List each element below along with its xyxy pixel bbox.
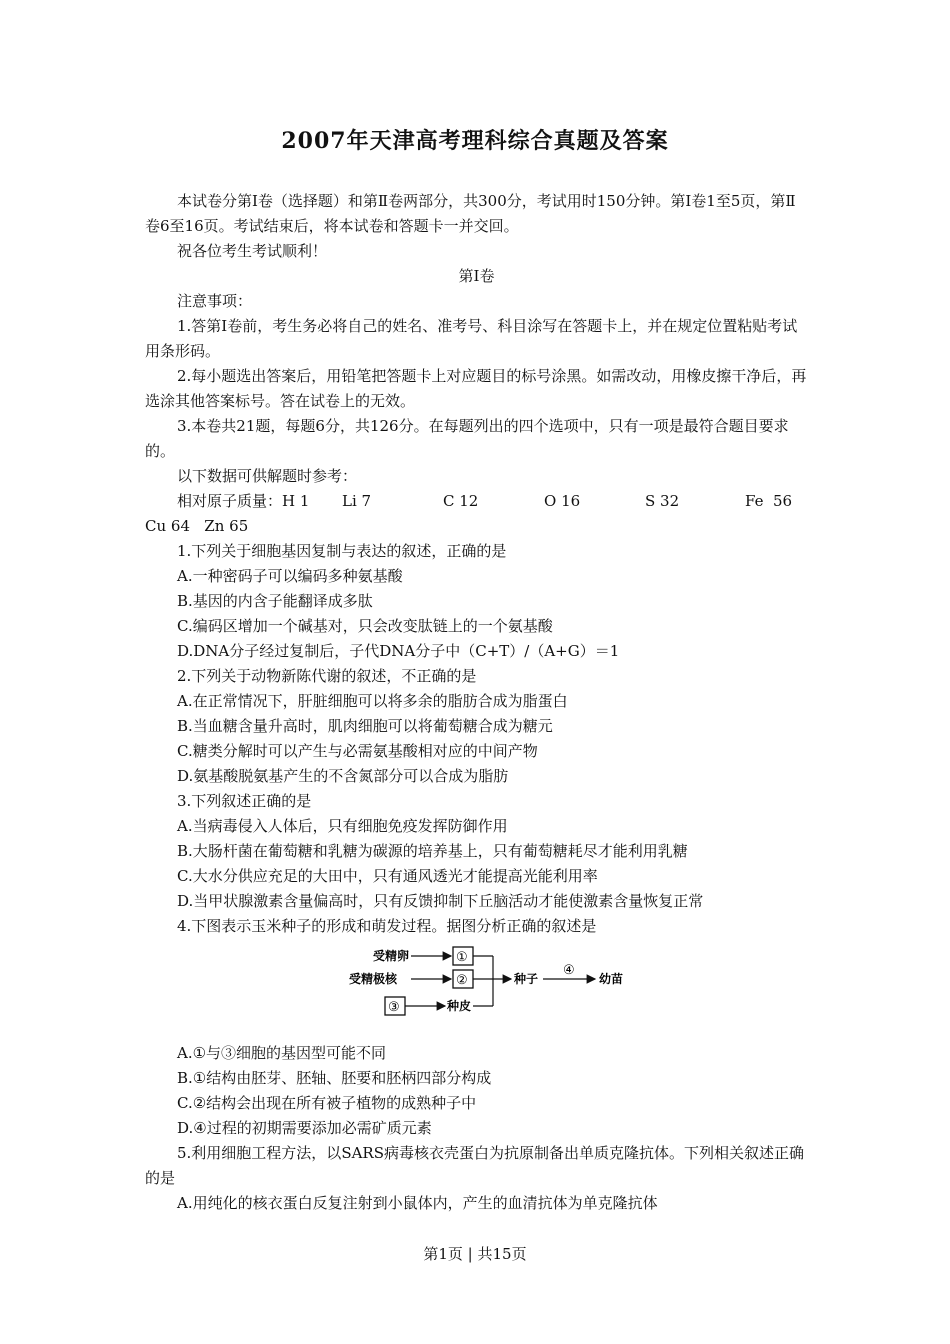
atomic-mass-item: Fe 56 <box>745 492 793 510</box>
label-seed: 种子 <box>514 972 539 986</box>
option: B.①结构由胚芽、胚轴、胚要和胚柄四部分构成 <box>177 1069 492 1087</box>
exam-body <box>145 189 808 1216</box>
atomic-mass-label: 相对原子质量： <box>177 492 283 510</box>
question-stem: 1.下列关于细胞基因复制与表达的叙述，正确的是 <box>177 542 507 560</box>
label-seed-coat: 种皮 <box>447 999 472 1013</box>
option: C.②结构会出现在所有被子植物的成熟种子中 <box>177 1094 477 1112</box>
option: D.④过程的初期需要添加必需矿质元素 <box>177 1119 432 1137</box>
option: B.大肠杆菌在葡萄糖和乳糖为碳源的培养基上，只有葡萄糖耗尽才能利用乳糖 <box>177 842 688 860</box>
note-item: 2.每小题选出答案后，用铅笔把答题卡上对应题目的标号涂黑。如需改动，用橡皮擦干净后，再选涂其他答案标号。答在试卷上的无效。 <box>145 367 807 410</box>
option: B.当血糖含量升高时，肌肉细胞可以将葡萄糖合成为糖元 <box>177 717 553 735</box>
box-1-label: ① <box>456 950 468 965</box>
note-item: 1.答第Ⅰ卷前，考生务必将自己的姓名、准考号、科目涂写在答题卡上，并在规定位置粘贴考试用条形码。 <box>145 317 798 360</box>
question-stem: 2.下列关于动物新陈代谢的叙述，不正确的是 <box>177 667 477 685</box>
atomic-mass-item: Li 7 <box>342 492 372 510</box>
notes-heading: 注意事项： <box>177 292 253 310</box>
page-footer: 第1页 | 共15页 <box>423 1245 527 1263</box>
label-step4: ④ <box>563 963 575 978</box>
label-fertilized-egg: 受精卵 <box>373 949 410 963</box>
option: D.当甲状腺激素含量偏高时，只有反馈抑制下丘脑活动才能使激素含量恢复正常 <box>177 892 704 910</box>
option: C.糖类分解时可以产生与必需氨基酸相对应的中间产物 <box>177 742 538 760</box>
question-stem: 5.利用细胞工程方法，以SARS病毒核衣壳蛋白为抗原制备出单质克隆抗体。下列相关叙述正确的是 <box>145 1144 804 1187</box>
option: A.当病毒侵入人体后，只有细胞免疫发挥防御作用 <box>177 817 508 835</box>
label-seedling: 幼苗 <box>599 972 624 986</box>
atomic-mass-row <box>145 489 808 514</box>
atomic-mass-item: O 16 <box>544 492 581 510</box>
data-hint: 以下数据可供解题时参考： <box>177 467 358 485</box>
question-stem: 3.下列叙述正确的是 <box>177 792 312 810</box>
note-item: 3.本卷共21题，每题6分，共126分。在每题列出的四个选项中，只有一项是最符合题目要求的。 <box>145 417 789 460</box>
option: D.DNA分子经过复制后，子代DNA分子中（C+T）/（A+G）＝1 <box>177 642 620 660</box>
atomic-mass-line2: Cu 64 Zn 65 <box>145 517 249 535</box>
option: A.①与③细胞的基因型可能不同 <box>177 1044 387 1062</box>
intro-paragraph: 本试卷分第Ⅰ卷（选择题）和第Ⅱ卷两部分，共300分，考试用时150分钟。第Ⅰ卷1至5页，第Ⅱ卷6至16页。考试结束后，将本试卷和答题卡一并交回。 <box>145 192 796 235</box>
option: A.在正常情况下，肝脏细胞可以将多余的脂肪合成为脂蛋白 <box>177 692 568 710</box>
box-2-label: ② <box>456 973 468 988</box>
page-title: 2007年天津高考理科综合真题及答案 <box>281 128 669 154</box>
atomic-mass-item: S 32 <box>645 492 680 510</box>
option: B.基因的内含子能翻译成多肽 <box>177 592 373 610</box>
label-fertilized-polar: 受精极核 <box>349 972 398 986</box>
option: A.用纯化的核衣蛋白反复注射到小鼠体内，产生的血清抗体为单克隆抗体 <box>177 1194 658 1212</box>
option: C.大水分供应充足的大田中，只有通风透光才能提高光能利用率 <box>177 867 598 885</box>
seed-diagram-svg <box>345 943 645 1039</box>
wish-line: 祝各位考生考试顺利！ <box>177 242 328 260</box>
option: D.氨基酸脱氨基产生的不含氮部分可以合成为脂肪 <box>177 767 509 785</box>
atomic-mass-item: H 1 <box>282 492 310 510</box>
atomic-mass-item: C 12 <box>443 492 479 510</box>
option: C.编码区增加一个碱基对，只会改变肽链上的一个氨基酸 <box>177 617 553 635</box>
section-title: 第Ⅰ卷 <box>458 267 495 285</box>
question-stem: 4.下图表示玉米种子的形成和萌发过程。据图分析正确的叙述是 <box>177 917 597 935</box>
option: A.一种密码子可以编码多种氨基酸 <box>177 567 403 585</box>
box-3-label: ③ <box>388 1000 400 1015</box>
seed-diagram <box>145 943 808 1041</box>
